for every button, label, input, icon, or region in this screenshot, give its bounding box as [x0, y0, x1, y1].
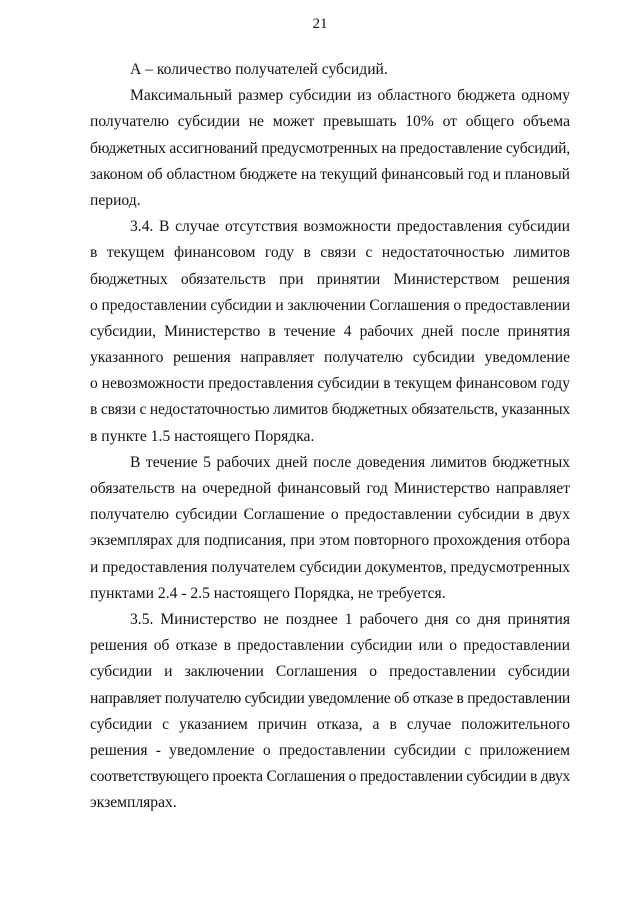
- text-line: бюджетных ассигнований предусмотренных на предоставление субсидий,: [90, 139, 570, 157]
- text-line: В течение 5 рабочих дней после доведения лимитов бюджетных: [130, 453, 570, 471]
- text-line: в текущем финансовом году в связи с недостаточностью лимитов: [90, 244, 570, 262]
- text-line: пунктами 2.4 - 2.5 настоящего Порядка, не требуется.: [90, 584, 446, 602]
- text-line: Максимальный размер субсидии из областного бюджета одному: [130, 87, 570, 105]
- text-line: решения - уведомление о предоставлении субсидии с приложением: [90, 741, 570, 759]
- text-line: субсидии и заключении Соглашения о предоставлении субсидии: [90, 663, 570, 681]
- text-line: субсидии, Министерство в течение 4 рабочих дней после принятия: [90, 322, 570, 340]
- text-line: получателю субсидии Соглашение о предоставлении субсидии в двух: [90, 506, 570, 524]
- text-line: решения об отказе в предоставлении субсидии или о предоставлении: [90, 637, 570, 655]
- text-line: обязательств на очередной финансовый год Министерство направляет: [90, 480, 570, 497]
- text-line: направляет получателю субсидии уведомление об отказе в предоставлении: [90, 689, 570, 707]
- text-line: о невозможности предоставления субсидии в текущем финансовом году: [90, 375, 570, 393]
- text-line: период.: [90, 191, 141, 209]
- document-body: [90, 57, 570, 816]
- text-line: в пункте 1.5 настоящего Порядка.: [90, 427, 315, 445]
- text-line: соответствующего проекта Соглашения о предоставлении субсидии в двух: [90, 768, 570, 786]
- text-line: бюджетных обязательств при принятии Министерством решения: [90, 270, 570, 288]
- text-line: получателю субсидии не может превышать 10% от общего объема: [90, 113, 570, 131]
- text-line: в связи с недостаточностью лимитов бюджетных обязательств, указанных: [90, 401, 570, 419]
- text-line: законом об областном бюджете на текущий финансовый год и плановый: [90, 165, 570, 183]
- text-line: 3.4. В случае отсутствия возможности предоставления субсидии: [130, 218, 570, 236]
- text-line: о предоставлении субсидии и заключении Соглашения о предоставлении: [90, 296, 570, 314]
- text-line: 3.5. Министерство не позднее 1 рабочего дня со дня принятия: [130, 610, 570, 628]
- text-line: указанного решения направляет получателю субсидии уведомление: [90, 349, 570, 367]
- text-line: экземплярах для подписания, при этом повторного прохождения отбора: [90, 532, 570, 550]
- text-line: экземплярах.: [90, 794, 177, 812]
- text-line: и предоставления получателем субсидии документов, предусмотренных: [90, 558, 570, 576]
- text-line: субсидии с указанием причин отказа, а в случае положительного: [90, 715, 570, 733]
- page-number: 21: [312, 16, 328, 32]
- text-line: А – количество получателей субсидий.: [130, 61, 388, 78]
